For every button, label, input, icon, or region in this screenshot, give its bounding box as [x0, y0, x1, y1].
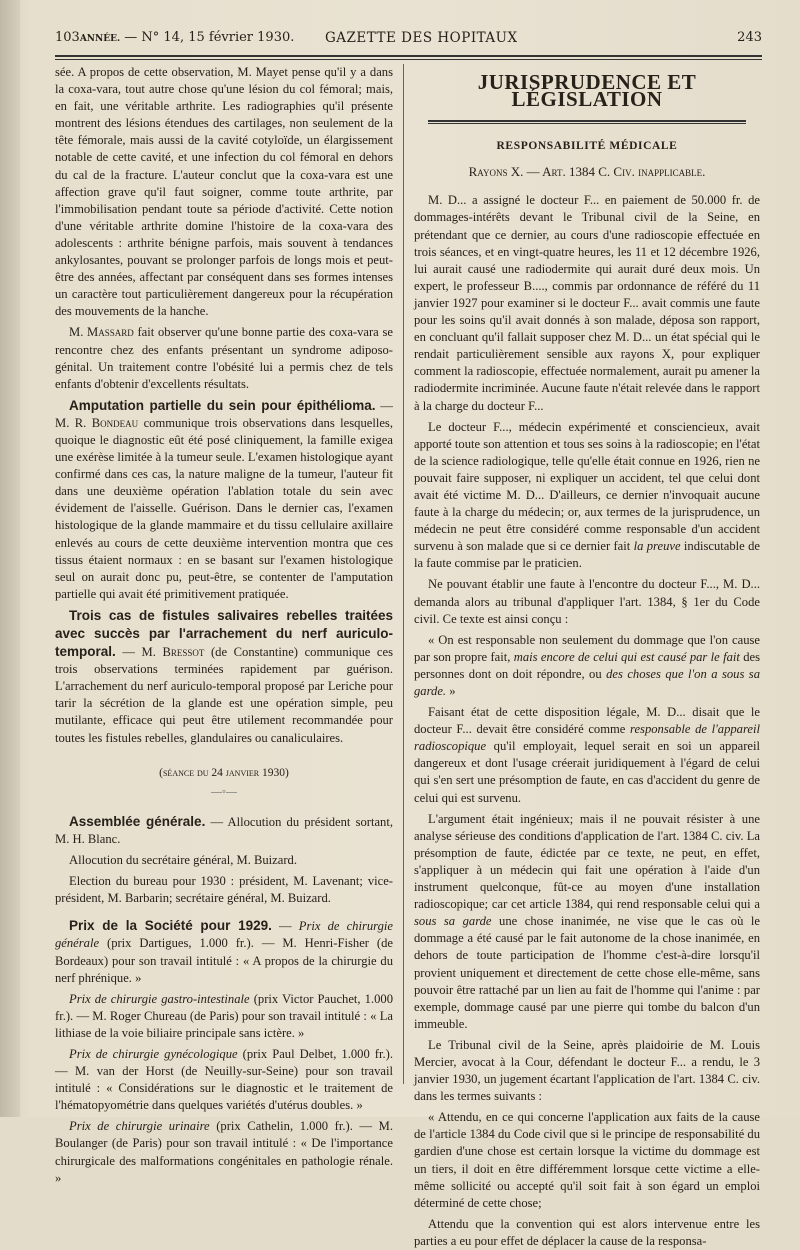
header-rule: [55, 55, 762, 60]
heading-assemblee: Assemblée générale.: [69, 813, 206, 829]
paragraph-assemblee: Assemblée générale. — Allocution du président sortant, M. H. Blanc.: [55, 813, 393, 846]
paragraph-election: Election du bureau pour 1930 : président, M. Lavenant; vice-président, M. Barbarin; secrétaire général, M. Buizard.: [55, 874, 393, 906]
ornament-divider: —◦—: [211, 785, 237, 798]
header-page-number: 243: [737, 30, 762, 45]
heading-prix: Prix de la Société pour 1929.: [69, 918, 272, 934]
section-title: JURISPRUDENCE ET LÉGISLATION: [477, 70, 697, 112]
paragraph-prix-societe: Prix de la Société pour 1929. — Prix de chirurgie générale (prix Dartigues, 1.000 fr.). — M. Henri-Fisher (de Bordeaux) pour son travail intitulé : « A propos de la chirurgie du nerf phrénique. »: [55, 918, 393, 985]
header-issue: 103ANNÉE. — N° 14, 15 février 1930.: [55, 30, 295, 45]
page-binding-edge: [0, 0, 20, 1117]
paragraph-faisant-etat: Faisant état de cette disposition légale, M. D... disait que le docteur F... devait être considéré comme responsable de l'appareil radioscopique qu'il employait, lequel serait en soi un appareil dangereux et dont l'usage créerait juridiquement à l'égard de celui qui s'en sert une présomption de faute, en cas d'accident du genre de celui qui est survenu.: [414, 705, 761, 805]
paragraph-citation-code: « On est responsable non seulement du dommage que l'on cause par son propre fait, mais encore de celui qui est causé par le fait des personnes dont on doit répondre, ou des choses que l'on a sous sa garde. »: [414, 632, 761, 698]
paragraph-massard: M. Massard fait observer qu'une bonne partie des coxa-vara se rencontre chez des enfants présentant un syndrome adiposo-génital. Un traitement contre l'obésité lui a permis chez de tels enfants d'obtenir d'excellents résultats.: [55, 325, 393, 391]
paragraph-tribunal: Le Tribunal civil de la Seine, après plaidoirie de M. Louis Mercier, avocat à la Cour, défendant le docteur F... a rendu, le 3 janvier 1930, un jugement écartant l'application de l'art. 1384 C. civ. dans les termes suivants :: [414, 1037, 760, 1104]
title-rule: [428, 120, 746, 124]
paragraph-prix-urinaire: Prix de chirurgie urinaire (prix Cathelin, 1.000 fr.). — M. Boulanger (de Paris) pour son travail intitulé : « De l'importance chirurgicale des malformations congénitales en pathologie rénale. »: [55, 1119, 393, 1185]
section-subheading: Rayons X. — Art. 1384 C. Civ. inapplicable.: [468, 164, 706, 180]
paragraph-docteur: Le docteur F..., médecin expérimenté et consciencieux, avait apporté toute son attention et tous ses soins à la radioscopie; en l'état de la science radiologique, telle qu'elle était connue en 1926, rien ne pouvait faire supposer, ni expliquer un accident, tel que celui dont avait été victime M. D... D'ailleurs, ce dernier n'invoquait aucune faute à la charge du médecin; or, aux termes de la jurisprudence, un médecin ne peut être considéré comme responsable d'un accident survenu à son malade que si ce dernier fait la preuve indiscutable de la faute commise par le praticien.: [414, 419, 760, 571]
left-column: [55, 64, 393, 1187]
paragraph-prix-gyneco: Prix de chirurgie gynécologique (prix Paul Delbet, 1.000 fr.). — M. van der Horst (de Neuilly-sur-Seine) pour son travail intitulé : « Considérations sur le diagnostic et le traitement de l'hématopyométrie dans quelques variétés d'utérus doubles. »: [55, 1046, 393, 1113]
paragraph-argument: L'argument était ingénieux; mais il ne pouvait résister à une analyse sérieuse des conditions d'application de l'art. 1384 C. civ. La présomption de faute, édictée par ce texte, ne peut, en effet, s'appliquer à un médecin qui fait une opération à l'aide d'un instrument quelconque, fût-ce au moyen d'une installation radioscopique; car cet article 1384, qui rend responsable celui qui a sous sa garde une chose inanimée, ne vise que le cas où le dommage a été causé par le fait autonome de la chose inanimée, en dehors de toute participation de l'homme c'est-à-dire lorsqu'il provient uniquement et directement de cette chose elle-même, sans pouvoir être rattaché par un lien au fait de l'homme qui l'anime : par exemple, dommage causé par une pierre qui tombe du balcon d'un immeuble.: [414, 811, 760, 1031]
header-journal-title: GAZETTE DES HOPITAUX: [325, 30, 518, 46]
paragraph-assignation: M. D... a assigné le docteur F... en paiement de 50.000 fr. de dommages-intérêts devant le Tribunal civil de la Seine, en prétendant que ce dernier, au cours d'une radioscopie effectuée en trois séances, et en vingt-quatre heures, les 11 et 12 décembre 1926, lui aurait causé une radiodermite qui aurait duré deux mois. Un expert, le professeur B...., commis par ordonnance de référé du 11 janvier 1927 pour examiner si le docteur F... avait commis une faute pour les soins qu'il avait donnés à son malade, déposa son rapport, en concluant qu'il fallait supposer chez M. D... un état spécial qui le rendait particulièrement sensible aux rayons X, pour expliquer comment la radioscopie, effectuée normalement, aurait pu amener la radiodermite incriminée. Aucune faute n'était relevée dans le rapport à la charge du docteur F...: [414, 193, 760, 413]
heading-fistules: Trois cas de fistules salivaires rebelles traitées avec succès par l'arrachement du nerf auriculo-temporal.: [55, 607, 393, 660]
session-date: (séance du 24 janvier 1930): [159, 766, 289, 779]
paragraph-article: Ne pouvant établir une faute à l'encontre du docteur F..., M. D... demanda alors au tribunal d'appliquer l'art. 1384, § 1er du Code civil. Ce texte est ainsi conçu :: [414, 577, 760, 626]
section-subtitle: RESPONSABILITÉ MÉDICALE: [496, 140, 678, 153]
paragraph-amputation: Amputation partielle du sein pour épithélioma. — M. R. Bondeau communique trois observations dans lesquelles, quoique le diagnostic eût été posé cliniquement, la famille exigea une exérèse limitée à la tumeur seule. L'examen histologique ayant confirmé dans ces cas, la nature maligne de la tumeur, l'auteur fit dans une deuxième opération l'ablation totale du sein avec évidement de l'aisselle. Guérison. Dans le dernier cas, l'examen histologique de la glande mammaire et du tissu cellulaire axillaire enlevés au cours de cette deuxième intervention montra que ces tissus étaient normaux : en se basant sur l'examen histologique seul on aurait donc pu, peut-être, se contenter de l'amputation partielle qui avait été primitivement pratiquée.: [55, 397, 394, 601]
right-column: [414, 64, 760, 1250]
page-header: [55, 30, 762, 50]
paragraph-coxa-vara: sée. A propos de cette observation, M. Mayet pense qu'il y a dans la coxa-vara, tout autre chose qu'une lésion du col fémoral; mais, en fait, une véritable arthrite. Les radiographies qu'il présente montrent des lésions étendues des cartilages, non seulement de la tête fémorale, mais aussi de la cavité cotyloïde, un élargissement notable de cette cavité, et une infection du col fémoral en dehors du cal de la fracture. L'auteur conclut que la coxa-vara est une affection grave qu'il faut soigner, comme toute arthrite, par l'immobilisation pendant toute sa période d'activité. Cette notion d'une véritable arthrite domine l'histoire de la coxa-vara des adolescents : arthrite bénigne parfois, mais souvent à tendances ankylosantes, pouvant se prolonger parfois de longs mois et peut-être des années, affectant par conséquent dans ses formes intenses un caractère tout particulièrement dangereux pour la récupération des mouvements de la hanche.: [55, 65, 393, 319]
paragraph-prix-gastro: Prix de chirurgie gastro-intestinale (prix Victor Pauchet, 1.000 fr.). — M. Roger Chureau (de Paris) pour son travail intitulé : « La lithiase de la voie biliaire principale sans ictère. »: [55, 991, 393, 1040]
column-divider: [403, 64, 404, 1084]
paragraph-allocution: Allocution du secrétaire général, M. Buizard.: [69, 853, 298, 868]
heading-amputation: Amputation partielle du sein pour épithélioma.: [69, 397, 376, 413]
paragraph-fistules: Trois cas de fistules salivaires rebelles traitées avec succès par l'arrachement du nerf auriculo-temporal. — M. Bressot (de Constantine) communique ces trois observations terminées rapidement par guérison. L'arrachement du nerf auriculo-temporal proposé par Leriche pour tarir la sécrétion de la glande est une opération simple, peu mutilante, efficace qui peut être utilement recommandée pour toutes les fistules rebelles, glandulaires ou canaliculaires.: [55, 607, 393, 745]
paragraph-attendu-2: Attendu que la convention qui est alors intervenue entre les parties a eu pour effet de déplacer la cause de la responsa-: [414, 1216, 760, 1248]
paragraph-attendu-1: « Attendu, en ce qui concerne l'application aux faits de la cause de l'article 1384 du Code civil que si le principe de responsabilité du gardien d'une chose est certain lorsque la victime du dommage est un tiers, il doit en être différemment lorsque cette victime a elle-même sollicité ou accepté qu'il soit fait à son égard un emploi déterminé de cette chose;: [414, 1110, 760, 1210]
